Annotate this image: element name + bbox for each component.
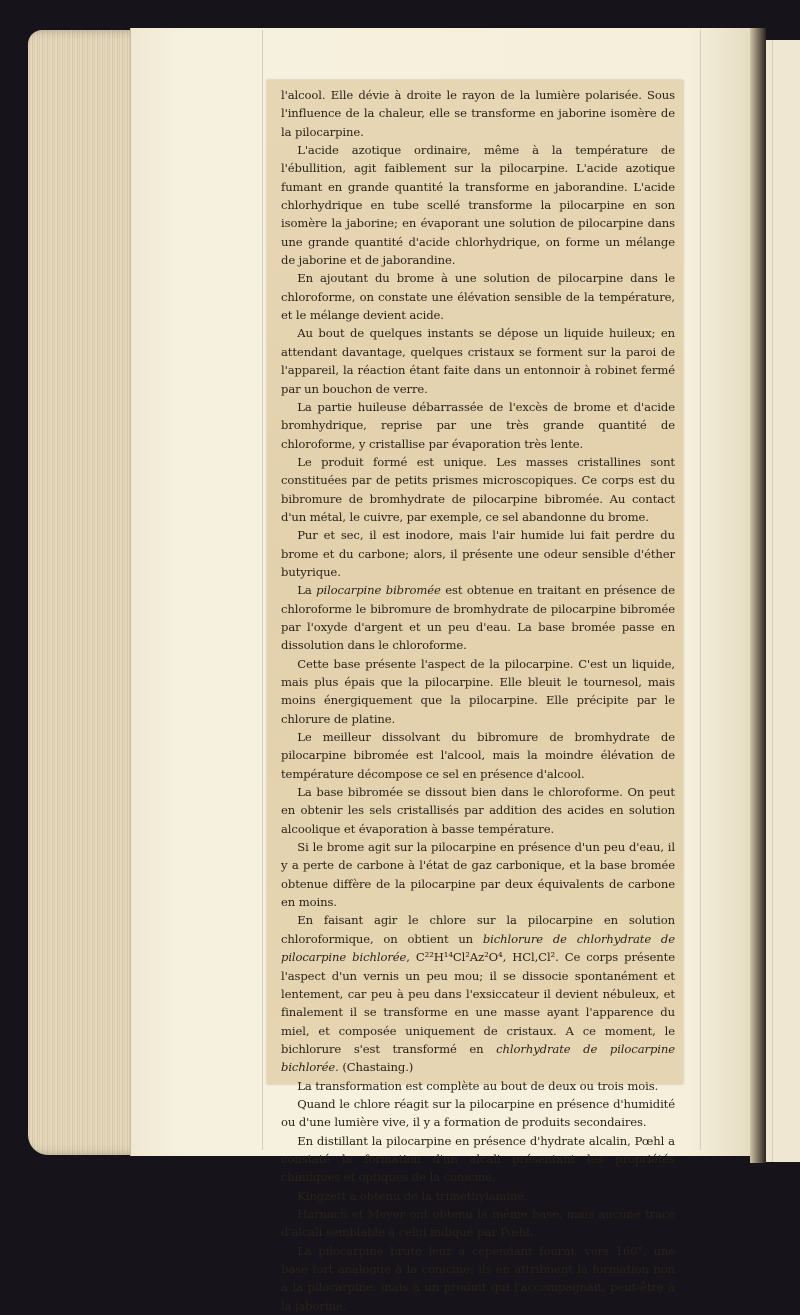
paragraph-9: Cette base présente l'aspect de la pilocarpine. C'est un liquide, mais plus épais que la pilocarpine. Elle bleuit le tournesol, mais moins énergiquement que la pilocarpine. Elle précipite par le chlorure de platine. [281,656,675,726]
paragraph-13-term-1: bichlorure de chlorhydrate de pilocarpine bichlorée [281,931,676,965]
paragraph-16: En distillant la pilocarpine en présence d'hydrate alcalin, Pœhl a constaté la formation d'un alcali présentant les propriétés chimiques et optiques de la conicine. [281,1133,675,1185]
pasted-text-clipping [267,80,683,1313]
paragraph-18: Harnach et Meyer ont obtenu la même base, mais aucune trace d'alcali semblable à celui indiqué par Pœhl. [281,1206,675,1240]
paragraph-17: Kingzett a obtenu de la triméthylamine. [297,1188,528,1203]
paragraph-15: Quand le chlore réagit sur la pilocarpine en présence d'humidité ou d'une lumière vive, il y a formation de produits secondaires. [281,1096,675,1130]
paragraph-8-text-a: La [297,583,317,598]
paragraph-11: La base bibromée se dissout bien dans le chloroforme. On peut en obtenir les sels cristallisés par addition des acides en solution alcoolique et évaporation à basse température. [281,785,675,836]
paragraph-13-term-2: chlorhydrate de pilocarpine bichlorée [281,1041,676,1075]
paragraph-1: l'alcool. Elle dévie à droite le rayon de la lumière polarisée. Sous l'influence de la chaleur, elle se transforme en jaborine isomère de la pilocarpine. [281,88,675,139]
paragraph-13-text-c: , C²²H¹⁴Cl²Az²O⁴, HCl,Cl². Ce corps présente l'aspect d'un vernis un peu mou; il se dissocie spontanément et lentement, car peu à peu dans l'exsiccateur il devient nébuleux, et finalement il se transforme en une masse ayant l'apparence du miel, et composée uniquement de cristaux. A ce moment, le bichlorure s'est transformé en [281,950,675,1056]
paragraph-13-text-e: . (Chastaing.) [335,1060,414,1075]
paragraph-19: La pilocarpine brute leur a cependant fourni, vers 160°, une base fort analogue à la conicine; ils en attribuent la formation non à la pilocarpine, mais à un produit qui l'accompagnait, peut-être à la jaborine. [281,1243,675,1313]
paragraph-2: L'acide azotique ordinaire, même à la température de l'ébullition, agit faiblement sur la pilocarpine. L'acide azotique fumant en grande quantité la transforme en jaborandine. L'acide chlorhydrique en tube scellé transforme la pilocarpine en son isomère la jaborine; en évaporant une solution de pilocarpine dans une grande quantité d'acide chlorhydrique, on forme un mélange de jaborine et de jaborandine. [281,143,675,268]
right-page-margin-rule [772,40,773,1162]
paragraph-10: Le meilleur dissolvant du bibromure de bromhydrate de pilocarpine bibromée est l'alcool, mais la moindre élévation de température décompose ce sel en présence d'alcool. [281,730,675,781]
page-margin-rule-left [262,30,263,1150]
paragraph-4: Au bout de quelques instants se dépose un liquide huileux; en attendant davantage, quelques cristaux se forment sur la paroi de l'appareil, la réaction étant faite dans un entonnoir à robinet fermé par un bouchon de verre. [281,326,675,396]
paragraph-14: La transformation est complète au bout de deux ou trois mois. [297,1078,659,1093]
paragraph-6: Le produit formé est unique. Les masses cristallines sont constituées par de petits prismes microscopiques. Ce corps est du bibromure de bromhydrate de pilocarpine bibromée. Au contact d'un métal, le cuivre, par exemple, ce sel abandonne du brome. [281,454,675,524]
book-gutter [750,28,766,1163]
paragraph-12: Si le brome agit sur la pilocarpine en présence d'un peu d'eau, il y a perte de carbone à l'état de gaz carbonique, et la base bromée obtenue diffère de la pilocarpine par deux équivalents de carbone en moins. [281,840,675,910]
page-margin-rule-right [700,30,701,1150]
paragraph-13 [281,911,675,1076]
paragraph-13-text-a: En faisant agir le chlore sur la pilocarpine en solution chloroformique, on obtient un [281,913,675,946]
paragraph-5: La partie huileuse débarrassée de l'excès de brome et d'acide bromhydrique, reprise par une très grande quantité de chloroforme, y cristallise par évaporation très lente. [281,399,675,451]
paragraph-8-term: pilocarpine bibromée [316,583,441,598]
paragraph-3: En ajoutant du brome à une solution de pilocarpine dans le chloroforme, on constate une élévation sensible de la température, et le mélange devient acide. [281,271,675,323]
paragraph-7: Pur et sec, il est inodore, mais l'air humide lui fait perdre du brome et du carbone; alors, il présente une odeur sensible d'éther butyrique. [281,528,675,579]
paragraph-8-text-c: est obtenue en traitant en présence de chloroforme le bibromure de bromhydrate de pilocarpine bibromée par l'oxyde d'argent et un peu d'eau. La base bromée passe en dissolution dans le chloroforme. [281,583,676,653]
paragraph-8 [281,581,675,654]
